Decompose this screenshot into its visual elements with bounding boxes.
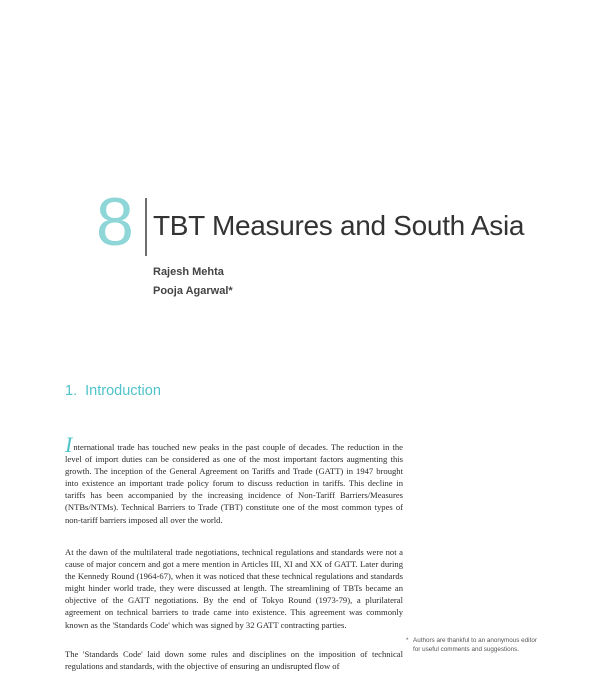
author-name: Pooja Agarwal*	[153, 285, 233, 297]
footnote	[406, 636, 541, 654]
author-name: Rajesh Mehta	[153, 266, 224, 278]
section-heading	[65, 383, 165, 399]
paragraph-text: nternational trade has touched new peaks in the past couple of decades. The reduction in the level of import duties can be considered as one of the most important factors augmenting this growth. The inception of the General Agreement on Tariffs and Trade (GATT) in 1947 brought into existence an important trade policy forum to discuss reduction in tariffs. This decline in tariffs has been accompanied by the increasing incidence of Non-Tariff Barriers/Measures (NTBs/NTMs). Technical Barriers to Trade (TBT) constitute one of the most common types of non-tariff barriers imposed all over the world.	[65, 442, 403, 525]
section-title: Introduction	[85, 383, 161, 399]
section-number: 1.	[65, 383, 78, 399]
drop-cap: I	[65, 432, 73, 457]
chapter-number: 8	[96, 184, 134, 260]
footnote-mark: *	[406, 637, 409, 644]
paragraph: At the dawn of the multilateral trade negotiations, technical regulations and standards were not a cause of major concern and got a mere mention in Articles III, XI and XX of GATT. Later during the Kennedy Round (1964-67), when it was noticed that these technical regulations and standards might hinder world trade, they were discussed at length. The streamlining of TBTs became an objective of the GATT negotiations. By the end of Tokyo Round (1973-79), a plurilateral agreement on technical barriers to trade came into existence. This agreement was commonly known as the 'Standards Code' which was signed by 32 GATT contracting parties.	[65, 547, 403, 630]
paragraph	[65, 432, 403, 526]
chapter-divider	[145, 198, 147, 256]
footnote-text: Authors are thankful to an anonymous editor for useful comments and suggestions.	[413, 637, 537, 653]
paragraph: The 'Standards Code' laid down some rules and disciplines on the imposition of technical regulations and standards, with the objective of ensuring an undisrupted flow of	[65, 649, 403, 672]
chapter-title: TBT Measures and South Asia	[153, 210, 525, 241]
